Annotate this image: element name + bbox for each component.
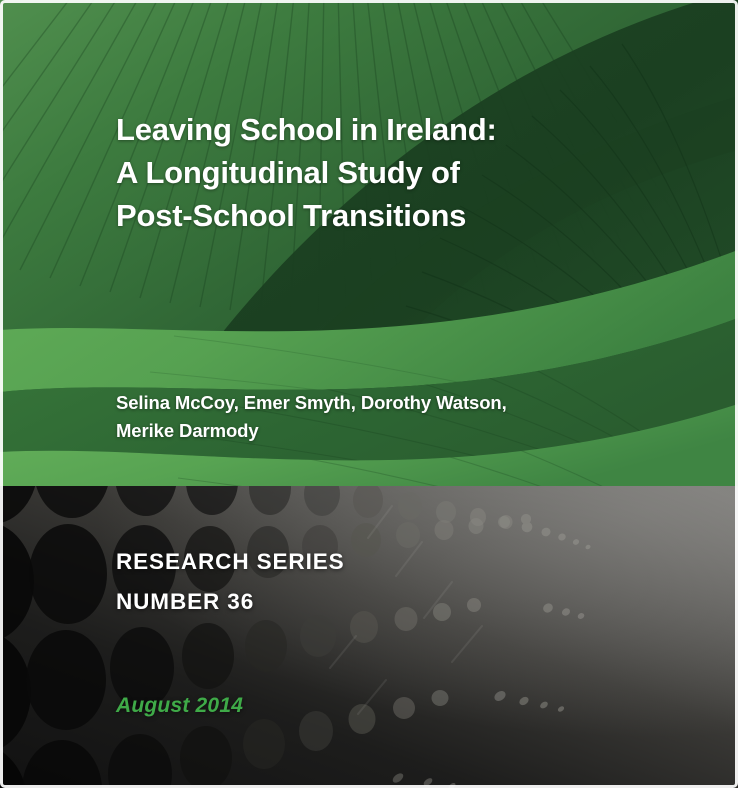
title-line-1: Leaving School in Ireland: [116, 112, 497, 147]
page-title [116, 108, 676, 237]
author-line-1: Selina McCoy, Emer Smyth, Dorothy Watson, [116, 392, 507, 413]
series-name: RESEARCH SERIES [116, 549, 345, 574]
series-number: NUMBER 36 [116, 589, 255, 614]
publication-date [116, 694, 516, 718]
author-line-2: Merike Darmody [116, 420, 259, 441]
series-label [116, 542, 676, 622]
date-text: August 2014 [116, 694, 244, 717]
title-line-2: A Longitudinal Study of [116, 155, 460, 190]
author-list [116, 389, 676, 445]
perspective-dot-grid-artwork [0, 486, 738, 788]
title-line-3: Post-School Transitions [116, 198, 467, 233]
dark-footer-panel [0, 486, 738, 788]
